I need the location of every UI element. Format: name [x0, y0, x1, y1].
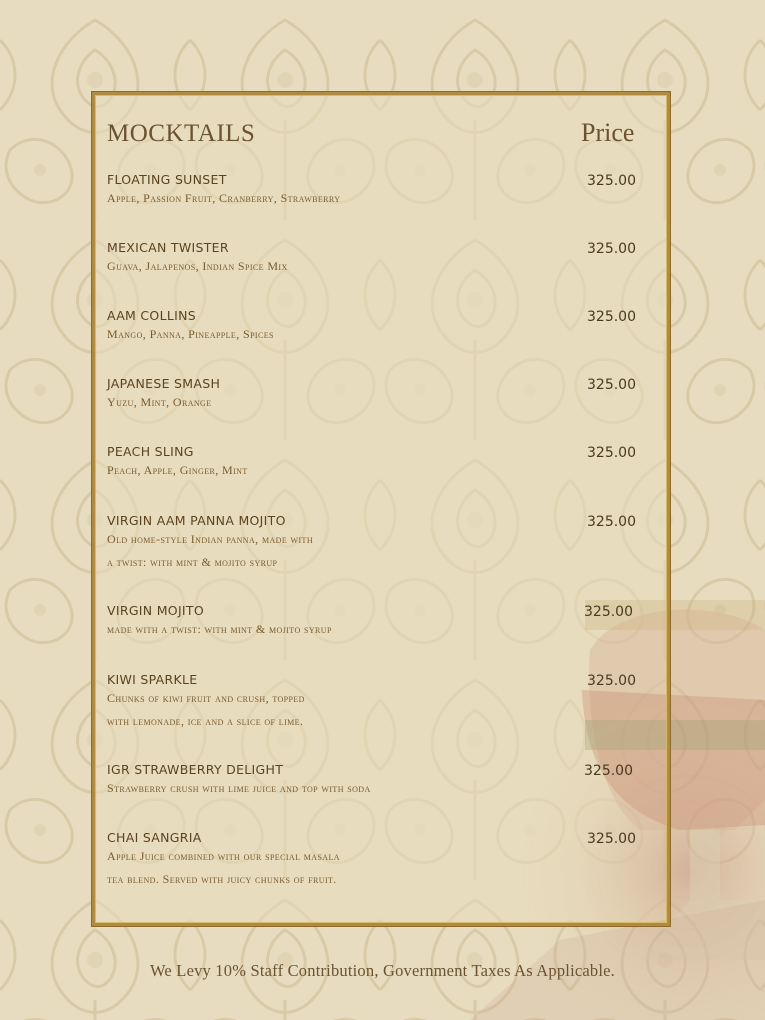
- menu-item-name: FLOATING SUNSET: [107, 172, 227, 187]
- menu-item-name: VIRGIN AAM PANNA MOJITO: [107, 513, 286, 528]
- menu-item-description: [107, 687, 305, 732]
- menu-item-name: AAM COLLINS: [107, 308, 196, 323]
- menu-item-price: 325.00: [584, 763, 633, 779]
- menu-item-name: MEXICAN TWISTER: [107, 240, 229, 255]
- menu-item-price: 325.00: [587, 831, 636, 847]
- menu-item-description: [107, 459, 248, 482]
- menu-item-name: PEACH SLING: [107, 444, 194, 459]
- menu-item-description: [107, 187, 340, 210]
- menu-border-frame: [92, 92, 670, 926]
- menu-item-description-line: tea blend. Served with juicy chunks of fruit.: [107, 871, 337, 886]
- menu-item-description: [107, 618, 332, 641]
- menu-item-price: 325.00: [587, 514, 636, 530]
- menu-item-price: 325.00: [584, 604, 633, 620]
- menu-item-description: [107, 323, 274, 346]
- menu-item-description: [107, 255, 288, 278]
- menu-item-description-line: Strawberry crush with lime juice and top with soda: [107, 781, 371, 795]
- menu-item-description-line: Peach, Apple, Ginger, Mint: [107, 463, 248, 477]
- menu-item-price: 325.00: [587, 445, 636, 461]
- menu-item-description-line: Apple Juice combined with our special masala: [107, 849, 340, 863]
- menu-item-price: 325.00: [587, 673, 636, 689]
- menu-item-price: 325.00: [587, 173, 636, 189]
- menu-item-description: [107, 777, 371, 800]
- menu-item-name: JAPANESE SMASH: [107, 376, 221, 391]
- menu-item-name: VIRGIN MOJITO: [107, 603, 204, 618]
- footer-tax-note: We Levy 10% Staff Contribution, Government Taxes As Applicable.: [149, 961, 615, 980]
- menu-item-price: 325.00: [587, 309, 636, 325]
- menu-item-description-line: Guava, Jalapenos, Indian Spice Mix: [107, 259, 288, 273]
- price-column-header: Price: [581, 118, 635, 147]
- menu-item-description: [107, 528, 313, 573]
- menu-item-price: 325.00: [587, 241, 636, 257]
- menu-item-name: KIWI SPARKLE: [107, 672, 198, 687]
- menu-item-description-line: with lemonade, ice and a slice of lime.: [107, 713, 304, 728]
- menu-item-name: CHAI SANGRIA: [107, 830, 202, 845]
- menu-item-description-line: a twist: with mint & mojito syrup: [107, 554, 278, 569]
- menu-item-description-line: Chunks of kiwi fruit and crush, topped: [107, 691, 305, 705]
- menu-item-description-line: Mango, Panna, Pineapple, Spices: [107, 327, 274, 341]
- menu-item-price: 325.00: [587, 377, 636, 393]
- menu-item-description: [107, 391, 212, 414]
- menu-item-description-line: made with a twist: with mint & mojito syrup: [107, 622, 332, 636]
- section-title: MOCKTAILS: [107, 120, 256, 147]
- menu-item-description: [107, 845, 340, 890]
- menu-item-name: IGR STRAWBERRY DELIGHT: [107, 762, 284, 777]
- menu-item-description-line: Apple, Passion Fruit, Cranberry, Strawberry: [107, 191, 341, 205]
- menu-item-description-line: Yuzu, Mint, Orange: [107, 395, 212, 409]
- menu-item-description-line: Old home-style Indian panna, made with: [107, 532, 313, 546]
